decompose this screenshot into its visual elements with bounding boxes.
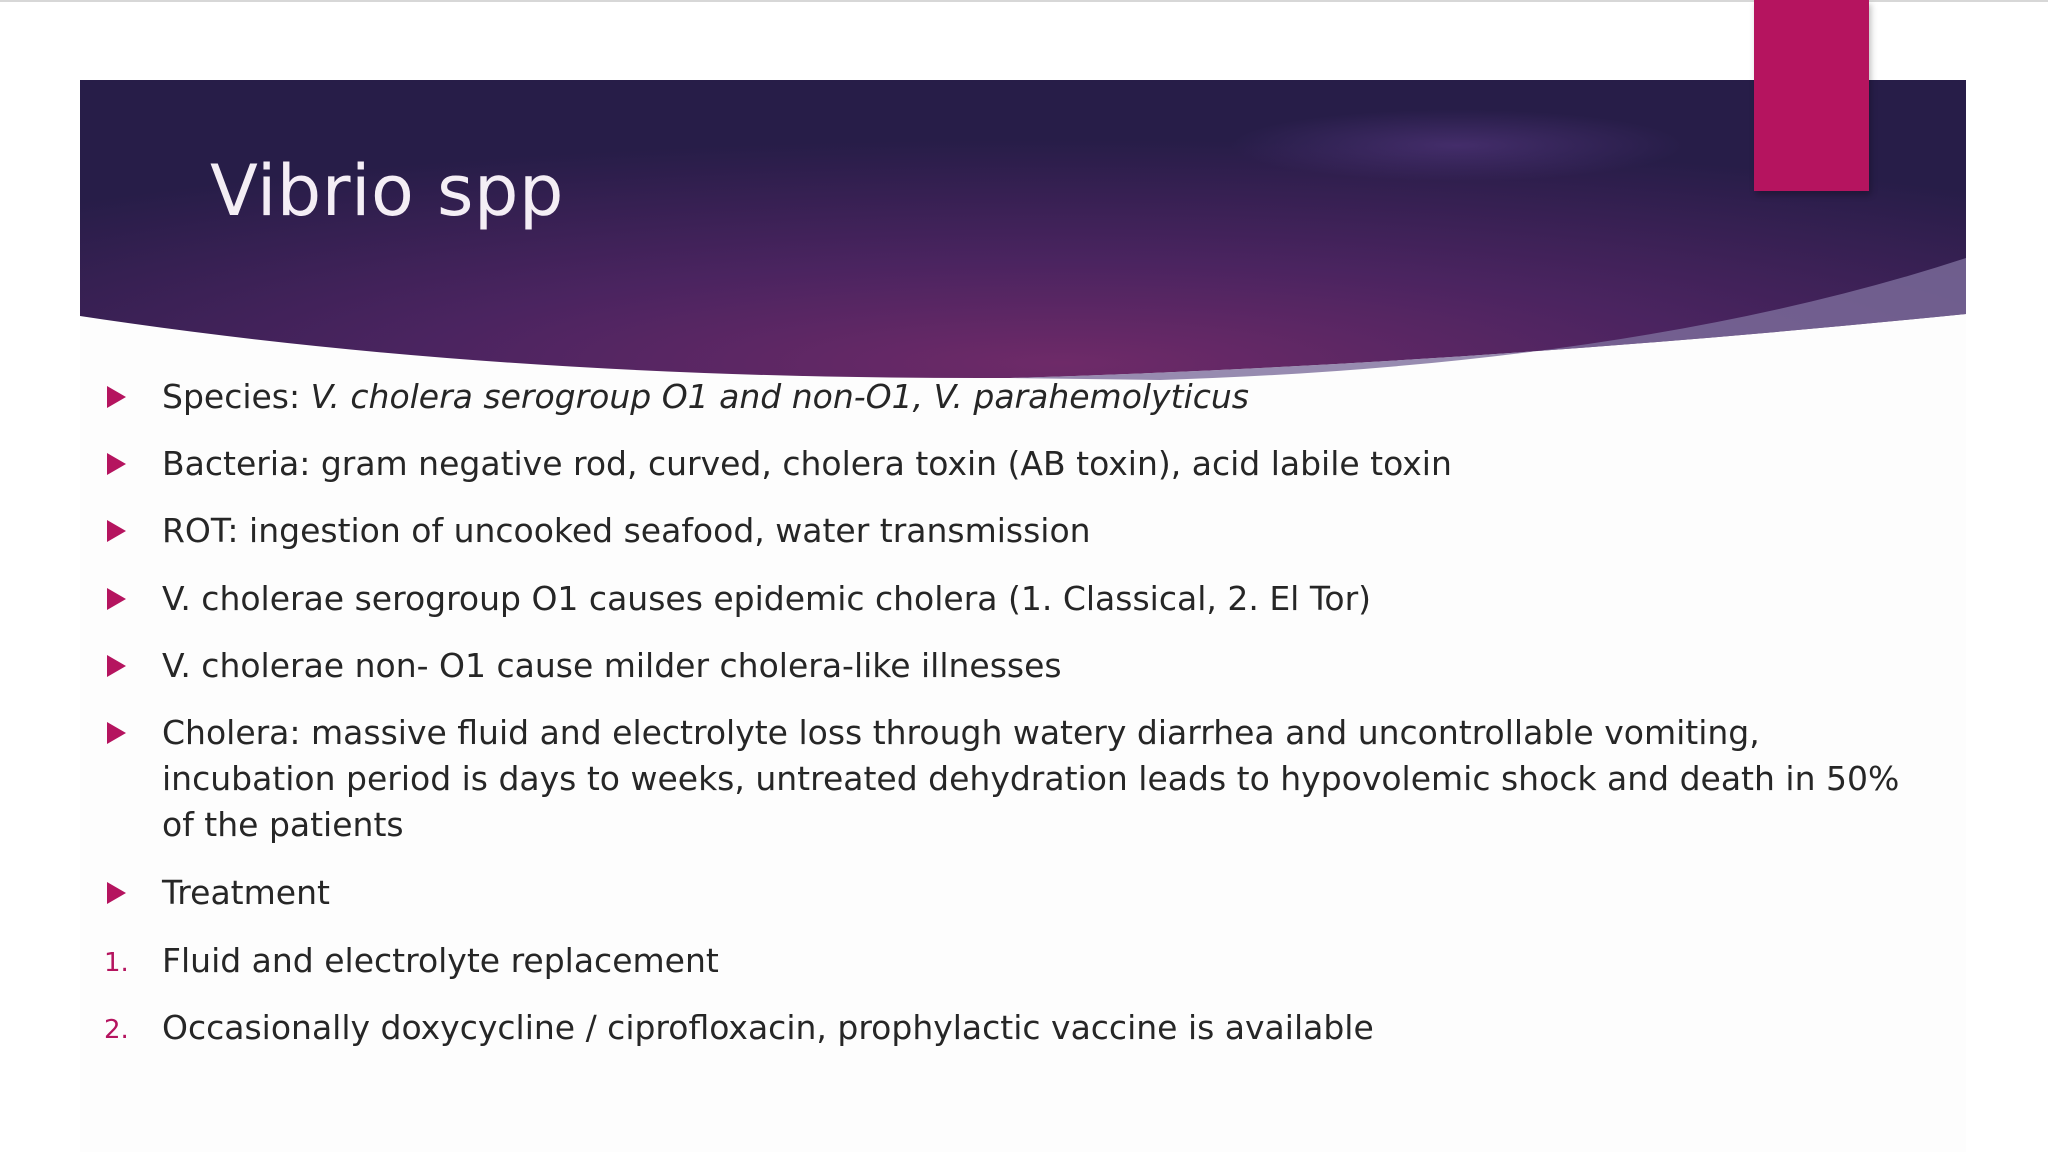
accent-tab [1754, 0, 1869, 191]
list-item-text: Fluid and electrolyte replacement [162, 941, 719, 980]
numbered-item-1 [102, 938, 1932, 984]
numbered-item-2 [102, 1005, 1932, 1051]
window-top-border [0, 0, 2048, 2]
bullet-text: Treatment [162, 873, 330, 912]
bullet-marker [102, 710, 142, 756]
bullet-treatment [102, 870, 1932, 916]
bullet-text: V. cholerae serogroup O1 causes epidemic cholera (1. Classical, 2. El Tor) [162, 579, 1372, 618]
list-item-text: Occasionally doxycycline / ciprofloxacin, prophylactic vaccine is available [162, 1008, 1374, 1047]
bullet-cholera [102, 710, 1932, 848]
bullet-species [102, 374, 1932, 420]
slide-title: Vibrio spp [210, 150, 564, 232]
list-number: 2. [104, 1015, 129, 1045]
bullet-text: V. cholerae non- O1 cause milder cholera-like illnesses [162, 646, 1062, 685]
species-names: V. cholera serogroup O1 and non-O1, V. parahemolyticus [310, 377, 1249, 416]
list-number: 1. [104, 948, 129, 978]
bullet-marker [102, 870, 142, 916]
bullet-text: ROT: ingestion of uncooked seafood, water transmission [162, 511, 1091, 550]
bullet-marker [102, 441, 142, 487]
bullet-marker [102, 374, 142, 420]
bullet-bacteria [102, 441, 1932, 487]
bullet-marker [102, 643, 142, 689]
bullet-text: Cholera: massive fluid and electrolyte loss through watery diarrhea and uncontrollable vomiting, incubation period is days to weeks, untreated dehydration leads to hypovolemic shock and death in 50% of the patients [162, 713, 1900, 844]
bullet-text: Bacteria: gram negative rod, curved, cholera toxin (AB toxin), acid labile toxin [162, 444, 1452, 483]
bullet-non-o1 [102, 643, 1932, 689]
bullet-rot [102, 508, 1932, 554]
bullet-marker [102, 508, 142, 554]
bullet-serogroup-o1 [102, 576, 1932, 622]
bullet-marker [102, 576, 142, 622]
bullet-label: Species: [162, 377, 311, 416]
